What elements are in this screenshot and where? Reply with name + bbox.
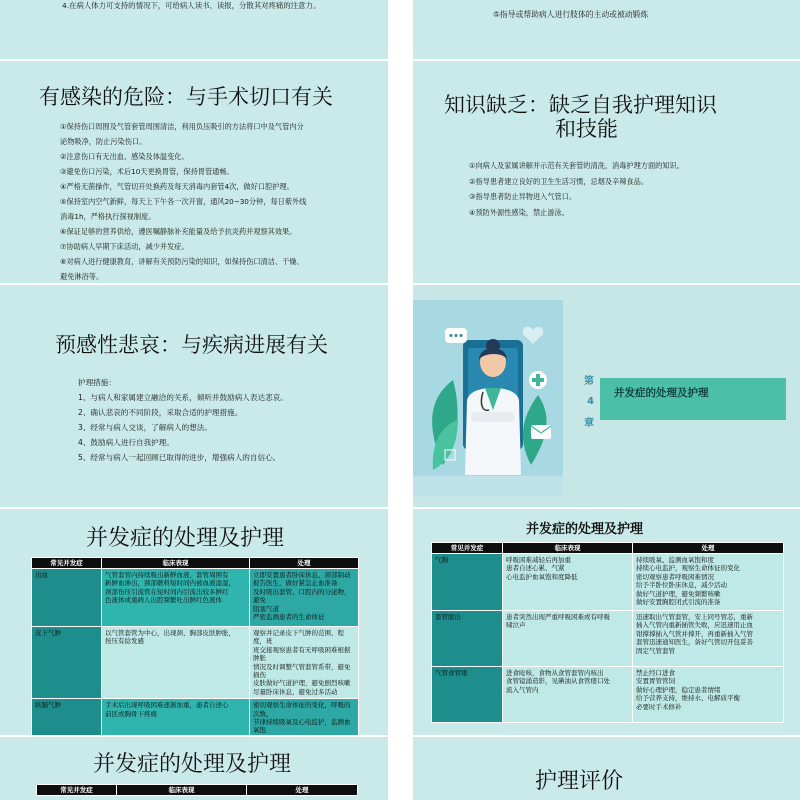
table-header-row xyxy=(32,558,359,569)
slide-title: 有感染的危险：与手术切口有关 xyxy=(39,85,333,109)
table-row xyxy=(32,627,359,699)
slide-title: 知识缺乏：缺乏自我护理知识 xyxy=(444,93,717,117)
mail-icon xyxy=(531,425,551,439)
list-item: ②注意伤口有无出血、感染及体温变化。 xyxy=(60,152,189,161)
list-item: 泌物吸净，防止污染伤口。 xyxy=(60,137,147,146)
list-item: 1、与病人和家属建立融洽的关系，倾听并鼓励病人表达悲哀。 xyxy=(78,393,288,402)
list-item: 3、经常与病人交谈，了解病人的想法。 xyxy=(78,423,212,432)
slide-title: 并发症的处理及护理 xyxy=(93,752,292,777)
table-cell-treatment: 密切观察生命体征的变化，呼吸的次数、 节律持续吸氧及心电监护，监测血氧饱 xyxy=(250,699,359,735)
table-cell-symptoms: 气管套管内持续吸出新鲜血液，套管周围有 新鲜血渗出，颈部敷料短时间内被血液湿湿， 颈部伤压引流管在短时间内引流出较多鲜红 色液体或重病人出腔频繁吐出鲜红色液体 xyxy=(102,569,250,627)
table-header: 处理 xyxy=(247,785,358,796)
chat-bubble-icon xyxy=(445,328,467,343)
table-cell-symptoms: 患者突然出现严重呼吸困难或有呼吸 啸泣声 xyxy=(503,611,633,667)
knowledge-care-list xyxy=(469,158,684,220)
complications-table xyxy=(36,784,358,796)
table-cell-symptoms: 进食呛咳，食物从食管套管内咳出 食管镜涌造影，见碘油从食管瘘口处 流入气管内 xyxy=(503,667,633,723)
table-header: 常见并发症 xyxy=(432,543,503,554)
chapter-title: 并发症的处理及护理 xyxy=(614,387,709,399)
slide-title: 并发症的处理及护理 xyxy=(526,522,644,537)
table-cell-symptoms: 呼吸困难减轻后再加重 患者自述心累、气紧 心电监护血氧饱和度降低 xyxy=(503,554,633,611)
complications-table xyxy=(31,557,359,735)
list-intro: 护理措施： xyxy=(78,378,116,387)
table-row xyxy=(32,699,359,735)
grief-care-list xyxy=(78,375,288,465)
slide-infection-risk xyxy=(0,61,388,283)
list-item: 5、经常与病人一起回顾已取得的进步，增强病人的自信心。 xyxy=(78,453,281,462)
table-cell-complication: 套管脱出 xyxy=(432,611,503,667)
slide-2 xyxy=(413,0,800,59)
table-header: 临床表现 xyxy=(102,558,250,569)
slide-complications-3 xyxy=(0,737,388,800)
slide-nursing-evaluation xyxy=(413,737,800,800)
table-cell-complication: 出血 xyxy=(32,569,102,627)
table-cell-treatment: 持续吸氧、监测血氧饱和度 持续心电监护，观察生命体征的变化 密切观察患者呼吸困难情况 给予半卧位卧床休息，减少活动 做好气道护理，避免频繁咳嗽 做好安置胸腔闭式引流的准备 xyxy=(633,554,784,611)
list-item: ④预防外源性感染，禁止游泳。 xyxy=(469,207,569,217)
list-item: ①向病人及家属讲解并示范有关套管的清洗，消毒护理方面的知识。 xyxy=(469,161,684,170)
doctor-illustration xyxy=(413,300,563,496)
slide-1 xyxy=(0,0,388,59)
table-cell-treatment: 立即安置患者卧床休息，颈部制动 报告医生，做好紧急止血准备 及时吸出套管、口腔内的分泌物，避免 阻塞气道 严密监测患者的生命体征 xyxy=(250,569,359,627)
table-cell-complication: 皮下气肿 xyxy=(32,627,102,699)
chapter-number: 4 xyxy=(587,396,594,407)
table-row xyxy=(32,569,359,627)
table-header: 常见并发症 xyxy=(37,785,117,796)
list-item: ⑥保证足够的营养供给，遵医嘱静脉补充能量及给予抗炎药并观察其效果。 xyxy=(60,227,297,236)
slide-title-line2: 和技能 xyxy=(555,117,618,141)
list-item: ⑤保持室内空气新鲜，每天上下午各一次开窗，通风20~30分钟，每日紫外线 xyxy=(60,197,307,206)
table-cell-treatment: 禁止经口进食 安置胃管管饲 做好心理护理，稳定患者情绪 给予营养支持，维持水、电解质平衡 必要时手术修补 xyxy=(633,667,784,723)
table-cell-treatment: 迅速取出气管套管，安上同号管芯，重新 插入气管内重新插管失败，应迅速用止血 钳撑撑插入气管并撑开，再重新插入气管 套管迅速通知医生，备好气管切开包妥善 固定气管套管 xyxy=(633,611,784,667)
slide-2-text: ⑤指导或帮助病人进行肢体的主动或被动锻炼 xyxy=(493,10,649,19)
list-item: 避免淋浴等。 xyxy=(60,272,104,281)
slide-title: 并发症的处理及护理 xyxy=(86,526,285,551)
list-item: 消毒1h，严格执行探视制度。 xyxy=(60,212,156,221)
slide-anticipatory-grief xyxy=(0,285,388,507)
chapter-label-bottom: 章 xyxy=(584,418,594,429)
table-header: 临床表现 xyxy=(117,785,247,796)
list-item: 4、鼓励病人进行自我护理。 xyxy=(78,438,174,447)
slide-complications-2 xyxy=(413,509,800,735)
table-row xyxy=(432,611,784,667)
list-item: ③避免伤口污染，术后10天更换胃管，保持胃管通畅。 xyxy=(60,167,234,176)
chapter-title-band xyxy=(600,378,786,420)
table-cell-complication: 气管食管瘘 xyxy=(432,667,503,723)
list-item: ①保持伤口周围及气管套管周围清洁，利用负压吸引的方法将口中及气管内分 xyxy=(60,122,304,131)
slide-1-text: 4.在病人体力可支持的情况下，可给病人读书、读报，分散其对疼痛的注意力。 xyxy=(62,1,321,10)
slide-complications-1 xyxy=(0,509,388,735)
slide-knowledge-deficit xyxy=(413,61,800,283)
table-header: 处理 xyxy=(633,543,784,554)
table-cell-complication: 纵膈气肿 xyxy=(32,699,102,735)
slide-title: 预感性悲哀：与疾病进展有关 xyxy=(55,333,328,357)
complications-table xyxy=(431,542,784,723)
list-item: ③指导患者防止异物进入气管口。 xyxy=(469,192,577,201)
table-cell-symptoms: 手术后出现呼吸困难逐渐加重，患者自述心 前区或胸骨下疼痛 xyxy=(102,699,250,735)
table-cell-symptoms: 以气管套管为中心，出现颈、胸部皮肤肿胀， 按压有捻发感 xyxy=(102,627,250,699)
table-cell-treatment: 观察并记录皮下气肿的范围、程度，班 班交接观察患者有无呼吸困难根据肿胀 情况及时调整气管套管系带，避免损伤 皮肤做好气道护理，避免剧烈咳嗽 尽量卧床休息，避免过多活动 xyxy=(250,627,359,699)
table-header: 处理 xyxy=(250,558,359,569)
infection-care-list xyxy=(60,119,306,283)
list-item: ②指导患者建立良好的卫生生活习惯，忌烟及辛辣食品。 xyxy=(469,176,648,186)
table-header-row xyxy=(37,785,358,796)
table-row xyxy=(432,667,784,723)
table-cell-complication: 气胸 xyxy=(432,554,503,611)
list-item: ⑧对病人进行健康教育，讲解有关预防污染的知识，如保持伤口清洁、干燥、 xyxy=(60,257,304,266)
list-item: ⑦协助病人早期下床活动，减少并发症。 xyxy=(60,242,189,251)
slide-title: 护理评价 xyxy=(535,769,624,794)
table-header: 临床表现 xyxy=(503,543,633,554)
table-row xyxy=(432,554,784,611)
plus-icon xyxy=(529,371,547,389)
chapter-label-top: 第 xyxy=(584,376,594,387)
list-item: ④严格无菌操作，气管切开处换药及每天消毒内套管4次，做好口腔护理。 xyxy=(60,182,294,191)
doctor-illustration-svg xyxy=(413,300,563,496)
table-header-row xyxy=(432,543,784,554)
table-header: 常见并发症 xyxy=(32,558,102,569)
list-item: 2、确认悲哀的不同阶段，采取合适的护理措施。 xyxy=(78,408,243,417)
